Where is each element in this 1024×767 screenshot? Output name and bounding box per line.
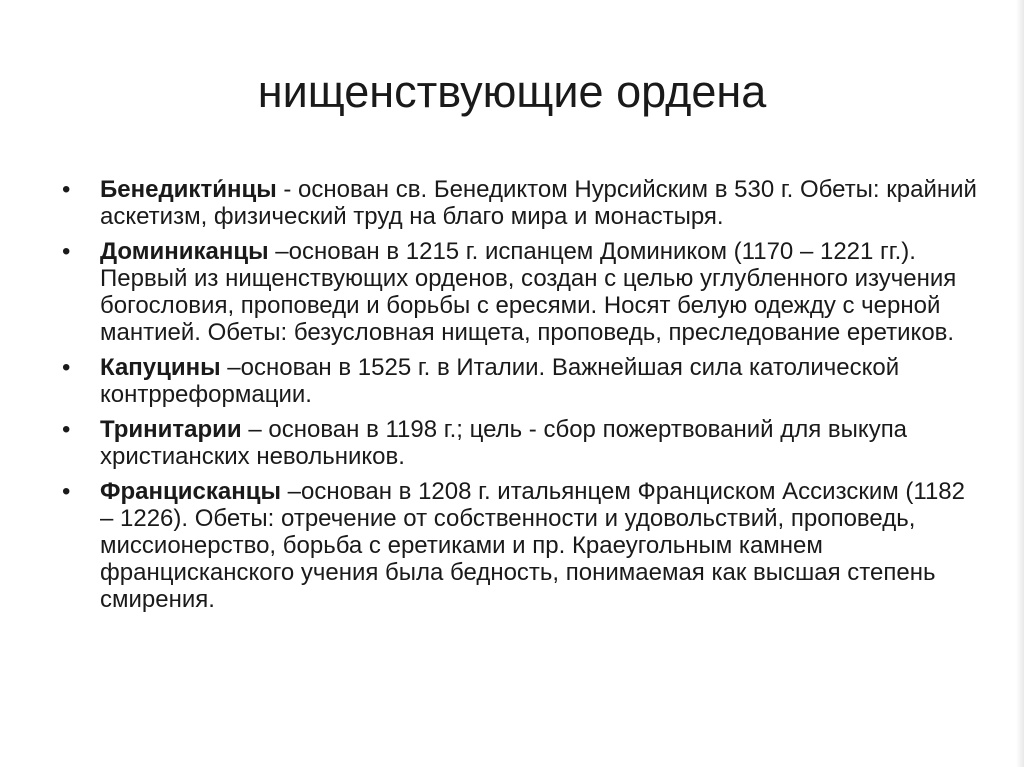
- list-item-trinitarians: [60, 416, 980, 470]
- item-term: Тринитарии: [100, 416, 242, 443]
- item-description: –основан в 1208 г. итальянцем Франциском Ассизским (1182 – 1226). Обеты: отречение от собственности и удовольствий, проповедь, миссионерство, борьба с еретиками и пр. Краеугольным камнем францисканского учения была бедность, понимаемая как высшая степень смирения.: [100, 478, 965, 613]
- item-term: Францисканцы: [100, 478, 281, 505]
- item-description: – основан в 1198 г.; цель - сбор пожертвований для выкупа христианских невольников.: [100, 416, 908, 470]
- item-term: Капуцины: [100, 354, 221, 381]
- bullet-icon: •: [62, 238, 71, 265]
- item-term: Доминиканцы: [100, 238, 269, 265]
- bullet-icon: •: [62, 176, 71, 203]
- item-term: Бенедикти́нцы: [100, 176, 277, 203]
- list-item-franciscans: [60, 478, 980, 613]
- slide-title: нищенствующие ордена: [257, 66, 767, 117]
- bullet-icon: •: [62, 416, 71, 443]
- bullet-icon: •: [62, 478, 71, 505]
- item-description: - основан св. Бенедиктом Нурсийским в 530 г. Обеты: крайний аскетизм, физический труд на благо мира и монастыря.: [100, 176, 977, 230]
- list-item-dominicans: [60, 238, 980, 346]
- bullet-icon: •: [62, 354, 71, 381]
- bullet-list: [60, 176, 980, 621]
- list-item-benedictines: [60, 176, 980, 230]
- item-description: –основан в 1525 г. в Италии. Важнейшая сила католической контрреформации.: [100, 354, 900, 408]
- list-item-capuchins: [60, 354, 980, 408]
- item-description: –основан в 1215 г. испанцем Домиником (1170 – 1221 гг.). Первый из нищенствующих орденов, создан с целью углубленного изучения богословия, проповеди и борьбы с ересями. Носят белую одежду с черной мантией. Обеты: безусловная нищета, проповедь, преследование еретиков.: [100, 238, 957, 346]
